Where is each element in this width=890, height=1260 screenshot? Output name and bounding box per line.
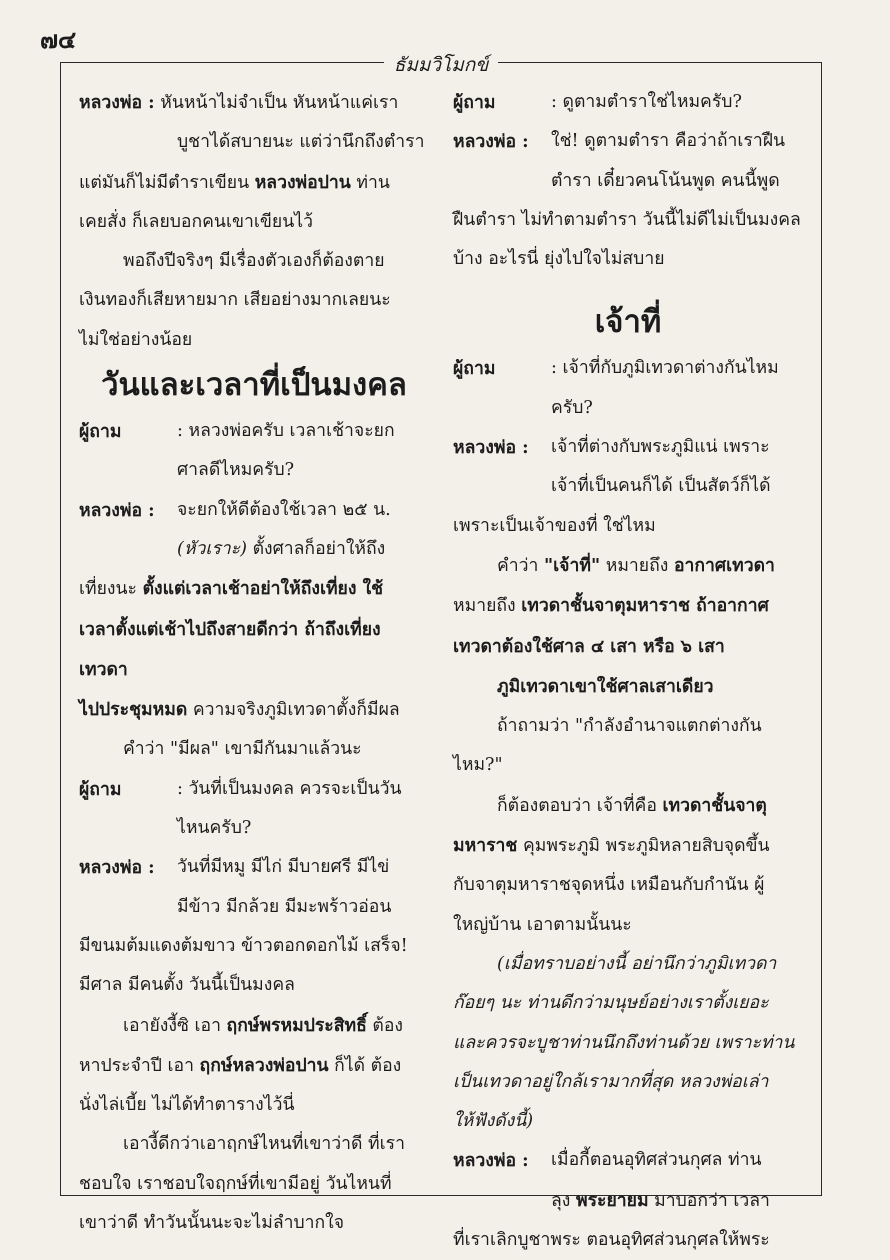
text-line: หันหน้าไม่จำเป็น หันหน้าแค่เรา — [160, 93, 399, 113]
text-span: คำว่า — [497, 555, 544, 576]
text-line — [453, 586, 803, 626]
bold-span: ตั้งแต่เวลาเช้าอย่าให้ถึงเที่ยง ใช้ — [142, 578, 384, 600]
text-span: มาบอกว่า เวลา — [648, 1190, 770, 1211]
text-line: ครับ? — [551, 397, 593, 418]
bold-span: ภูมิเทวดาเขาใช้ศาลเสาเดียว — [497, 675, 714, 697]
text-line: เจ้าที่เป็นคนก็ได้ เป็นสัตว์ก็ได้ — [551, 476, 771, 497]
bold-span: "เจ้าที่" — [544, 554, 601, 576]
speaker-line — [79, 491, 429, 530]
text-span: ตั้งศาลก็อย่าให้ถึง — [247, 538, 386, 559]
text-line: มีศาล มีคนตั้ง วันนี้เป็นมงคล — [79, 975, 295, 996]
page-number: ๗๔ — [40, 25, 77, 54]
bold-span: พระยายม — [575, 1189, 649, 1211]
text-line — [79, 610, 429, 691]
text-line — [453, 1024, 803, 1063]
text-line — [453, 667, 803, 707]
speaker-line — [453, 122, 803, 161]
speaker-line — [453, 83, 803, 122]
text-span: หมายถึง — [453, 596, 522, 617]
text-line: ใหญ่บ้าน เอาตามนั้นนะ — [453, 914, 632, 935]
text-line — [79, 163, 429, 203]
text-line — [79, 1006, 429, 1046]
text-span: ความจริงภูมิเทวดาตั้งก็มีผล — [187, 700, 400, 721]
text-line: วันที่มีหมู มีไก่ มีบายศรี มีไข่ — [177, 857, 390, 878]
bold-span: ฤกษ์หลวงพ่อปาน — [199, 1054, 329, 1076]
text-line: บ้าง อะไรนี่ ยุ่งไปใจไม่สบาย — [453, 249, 665, 270]
text-line: ถ้าถามว่า "กำลังอำนาจแตกต่างกันไหม?" — [453, 716, 762, 776]
text-line: : ดูตามตำราใช่ไหมครับ? — [551, 92, 742, 112]
running-head-title: ธัมมวิโมกข์ — [384, 54, 499, 76]
text-line: ใช่! ดูตามตำรา คือว่าถ้าเราฝืน — [551, 131, 786, 152]
speaker-label: หลวงพ่อ : — [453, 131, 529, 153]
speaker-line — [79, 770, 429, 809]
text-line: เขาว่าดี ทำวันนั้นนะจะไม่ลำบากใจ — [79, 1213, 345, 1234]
bold-span: เทวดาชั้นจาตุ — [662, 794, 767, 816]
text-span: เที่ยงนะ — [79, 579, 143, 600]
text-line — [453, 984, 803, 1023]
speaker-label: หลวงพ่อ : — [79, 92, 155, 113]
text-line: มีขนมต้มแดงต้มขาว ข้าวตอกดอกไม้ เสร็จ! — [79, 935, 408, 956]
text-line — [453, 1063, 803, 1102]
text-line: ฝืนตำรา ไม่ทำตามตำรา วันนี้ไม่ดีไม่เป็นมงคล — [453, 209, 801, 230]
speaker-label: หลวงพ่อ : — [79, 857, 155, 879]
text-span: ก็ได้ ต้อง — [328, 1055, 402, 1076]
speaker-label: หลวงพ่อ : — [453, 1150, 529, 1172]
speaker-line — [79, 412, 429, 451]
left-column — [79, 83, 429, 1243]
italic-span: เป็นเทวดาอยู่ใกล้เรามากที่สุด หลวงพ่อเล่า — [453, 1071, 769, 1092]
bold-span: ไปประชุมหมด — [79, 699, 188, 721]
text-span: เอายังงี้ซิ เอา — [123, 1015, 227, 1036]
text-line: : วันที่เป็นมงคล ควรจะเป็นวัน — [177, 778, 402, 799]
text-line — [453, 627, 803, 667]
running-head — [61, 50, 821, 80]
text-line — [453, 945, 803, 984]
text-line: เพราะเป็นเจ้าของที่ ใช่ไหม — [453, 515, 656, 536]
text-line: เมื่อกี้ตอนอุทิศส่วนกุศล ท่าน — [551, 1150, 762, 1171]
text-line: ไหนครับ? — [177, 818, 252, 839]
text-line: จะยกให้ดีต้องใช้เวลา ๒๕ น. — [177, 499, 391, 520]
text-span: ก็ต้องตอบว่า เจ้าที่คือ — [497, 795, 663, 816]
italic-span: และควรจะบูชาท่านนึกถึงท่านด้วย เพราะท่าน — [453, 1032, 795, 1053]
text-line: ศาลดีไหมครับ? — [177, 460, 295, 481]
speaker-label: ผู้ถาม — [79, 421, 122, 443]
text-line: เอางี้ดีกว่าเอาฤกษ์ไหนที่เขาว่าดี ที่เรา — [123, 1134, 405, 1155]
text-line: นั่งไล่เบี้ย ไม่ได้ทำตารางไว้นี่ — [79, 1095, 295, 1116]
text-line: ตำรา เดี๋ยวคนโน้นพูด คนนี้พูด — [551, 170, 780, 191]
text-line: : หลวงพ่อครับ เวลาเช้าจะยก — [177, 421, 395, 442]
text-line: เจ้าที่ต่างกับพระภูมิแน่ เพราะ — [551, 437, 770, 458]
text-line: : เจ้าที่กับภูมิเทวดาต่างกันไหม — [551, 358, 779, 379]
text-line — [79, 1046, 429, 1086]
speaker-line — [453, 428, 803, 467]
text-line — [453, 546, 803, 586]
page-frame — [60, 54, 822, 1251]
italic-span: ก๊อยๆ นะ ท่านดีกว่ามนุษย์อย่างเราตั้งเยอะ — [453, 993, 769, 1014]
bold-span: ฤกษ์พรหมประสิทธิ์ — [226, 1014, 367, 1036]
bold-span: เทวดาชั้นจาตุมหาราช ถ้าอากาศ — [521, 595, 769, 617]
text-line: ชอบใจ เราชอบใจฤกษ์ที่เขามีอยู่ วันไหนที่ — [79, 1173, 392, 1194]
speaker-line — [79, 83, 429, 123]
bold-span: หลวงพ่อปาน — [254, 171, 351, 193]
text-line — [453, 826, 803, 866]
text-line: พอถึงปีจริงๆ มีเรื่องตัวเองก็ต้องตาย — [123, 251, 385, 272]
text-line: ไม่ใช่อย่างน้อย — [79, 329, 193, 350]
section-heading: วันและเวลาที่เป็นมงคล — [101, 367, 407, 404]
speaker-line — [79, 848, 429, 887]
text-line: ที่เราเลิกบูชาพระ ตอนอุทิศส่วนกุศลให้พระ — [453, 1230, 770, 1251]
speaker-label: ผู้ถาม — [453, 358, 496, 380]
text-span: คุมพระภูมิ พระภูมิหลายสิบจุดขึ้น — [517, 836, 770, 857]
bold-span: เทวดาต้องใช้ศาล ๔ เสา หรือ ๖ เสา — [453, 635, 725, 657]
text-line: กับจาตุมหาราชจุดหนึ่ง เหมือนกับกำนัน ผู้ — [453, 875, 765, 896]
text-line: เงินทองก็เสียหายมาก เสียอย่างมากเลยนะ — [79, 290, 391, 311]
text-span: แต่มันก็ไม่มีตำราเขียน — [79, 172, 255, 193]
text-line — [453, 1102, 803, 1141]
italic-span: (หัวเราะ) — [177, 538, 247, 559]
text-line — [79, 530, 429, 569]
text-line: คำว่า "มีผล" เขามีกันมาแล้วนะ — [123, 739, 362, 760]
right-column — [453, 83, 803, 1260]
text-line — [79, 569, 429, 609]
speaker-label: หลวงพ่อ : — [453, 437, 529, 459]
text-line: บูชาได้สบายนะ แต่ว่านึกถึงตำรา — [177, 132, 425, 153]
bold-span: เวลาตั้งแต่เช้าไปถึงสายดีกว่า ถ้าถึงเที่ยงเทวดา — [79, 618, 381, 680]
text-line — [79, 690, 429, 730]
text-span: ท่าน — [350, 172, 390, 193]
text-span: ต้อง — [366, 1015, 404, 1036]
bold-span: มหาราช — [453, 835, 518, 857]
speaker-label: หลวงพ่อ : — [79, 499, 155, 521]
text-span: หมายถึง — [600, 555, 674, 576]
speaker-line — [453, 349, 803, 388]
speaker-label: ผู้ถาม — [79, 778, 122, 800]
text-line — [453, 1181, 803, 1221]
text-line: มีข้าว มีกล้วย มีมะพร้าวอ่อน — [177, 896, 392, 917]
italic-span: ให้ฟังดังนี้) — [453, 1111, 534, 1132]
section-heading: เจ้าที่ — [594, 304, 662, 341]
bold-span: อากาศเทวดา — [673, 554, 775, 576]
speaker-label: ผู้ถาม — [453, 92, 496, 113]
text-line — [453, 786, 803, 826]
text-line: เคยสั่ง ก็เลยบอกคนเขาเขียนไว้ — [79, 211, 313, 232]
speaker-line — [453, 1141, 803, 1180]
italic-span: (เมื่อทราบอย่างนี้ อย่านึกว่าภูมิเทวดา — [497, 953, 777, 974]
text-span: ลุง — [551, 1190, 576, 1211]
text-span: หาประจำปี เอา — [79, 1055, 200, 1076]
